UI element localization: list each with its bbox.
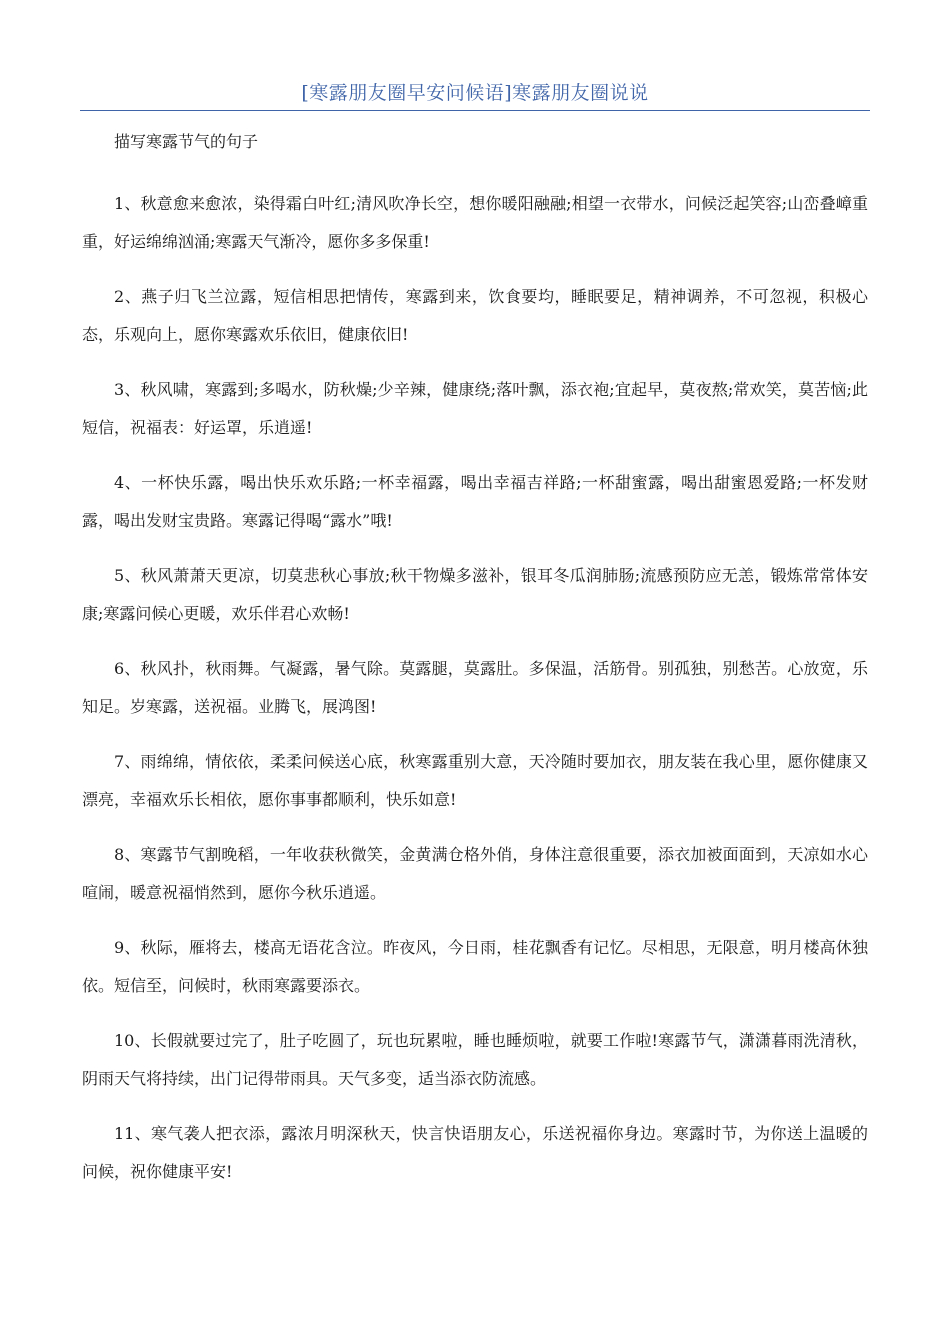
- paragraph-5: 5、秋风萧萧天更凉，切莫悲秋心事放;秋干物燥多滋补，银耳冬瓜润肺肠;流感预防应无恙，锻炼常常体安康;寒露问候心更暖，欢乐伴君心欢畅!: [82, 566, 868, 623]
- header-divider: [80, 110, 870, 111]
- document-body: [82, 127, 868, 1208]
- paragraph-7: 7、雨绵绵，情依依，柔柔问候送心底，秋寒露重别大意，天冷随时要加衣，朋友装在我心里，愿你健康又漂亮，幸福欢乐长相依，愿你事事都顺利，快乐如意!: [82, 752, 868, 809]
- paragraph-10: 10、长假就要过完了，肚子吃圆了，玩也玩累啦，睡也睡烦啦，就要工作啦!寒露节气，潇潇暮雨洗清秋，阴雨天气将持续，出门记得带雨具。天气多变，适当添衣防流感。: [82, 1031, 868, 1088]
- paragraph-8: 8、寒露节气割晚稻，一年收获秋微笑，金黄满仓格外俏，身体注意很重要，添衣加被面面到，天凉如水心喧闹，暖意祝福悄然到，愿你今秋乐逍遥。: [82, 845, 868, 902]
- paragraph-6: 6、秋风扑，秋雨舞。气凝露，暑气除。莫露腿，莫露肚。多保温，活筋骨。别孤独，别愁苦。心放宽，乐知足。岁寒露，送祝福。业腾飞，展鸿图!: [82, 659, 868, 716]
- paragraph-2: 2、燕子归飞兰泣露，短信相思把情传，寒露到来，饮食要均，睡眠要足，精神调养，不可忽视，积极心态，乐观向上，愿你寒露欢乐依旧，健康依旧!: [82, 287, 868, 344]
- paragraph-1: 1、秋意愈来愈浓，染得霜白叶红;清风吹净长空，想你暖阳融融;相望一衣带水，问候泛起笑容;山峦叠嶂重重，好运绵绵汹涌;寒露天气渐冷，愿你多多保重!: [82, 194, 868, 251]
- page-header-title: [寒露朋友圈早安问候语]寒露朋友圈说说: [301, 82, 649, 104]
- paragraph-9: 9、秋际，雁将去，楼高无语花含泣。昨夜风，今日雨，桂花飘香有记忆。尽相思，无限意，明月楼高休独依。短信至，问候时，秋雨寒露要添衣。: [82, 938, 868, 995]
- paragraph-3: 3、秋风啸，寒露到;多喝水，防秋燥;少辛辣，健康绕;落叶飘，添衣袍;宜起早，莫夜熬;常欢笑，莫苦恼;此短信，祝福表：好运罩，乐逍遥!: [82, 380, 868, 437]
- paragraph-4: 4、一杯快乐露，喝出快乐欢乐路;一杯幸福露，喝出幸福吉祥路;一杯甜蜜露，喝出甜蜜恩爱路;一杯发财露，喝出发财宝贵路。寒露记得喝“露水”哦!: [82, 473, 868, 530]
- section-subheading: 描写寒露节气的句子: [114, 132, 259, 151]
- paragraph-11: 11、寒气袭人把衣添，露浓月明深秋天，快言快语朋友心，乐送祝福你身边。寒露时节，为你送上温暖的问候，祝你健康平安!: [82, 1124, 868, 1181]
